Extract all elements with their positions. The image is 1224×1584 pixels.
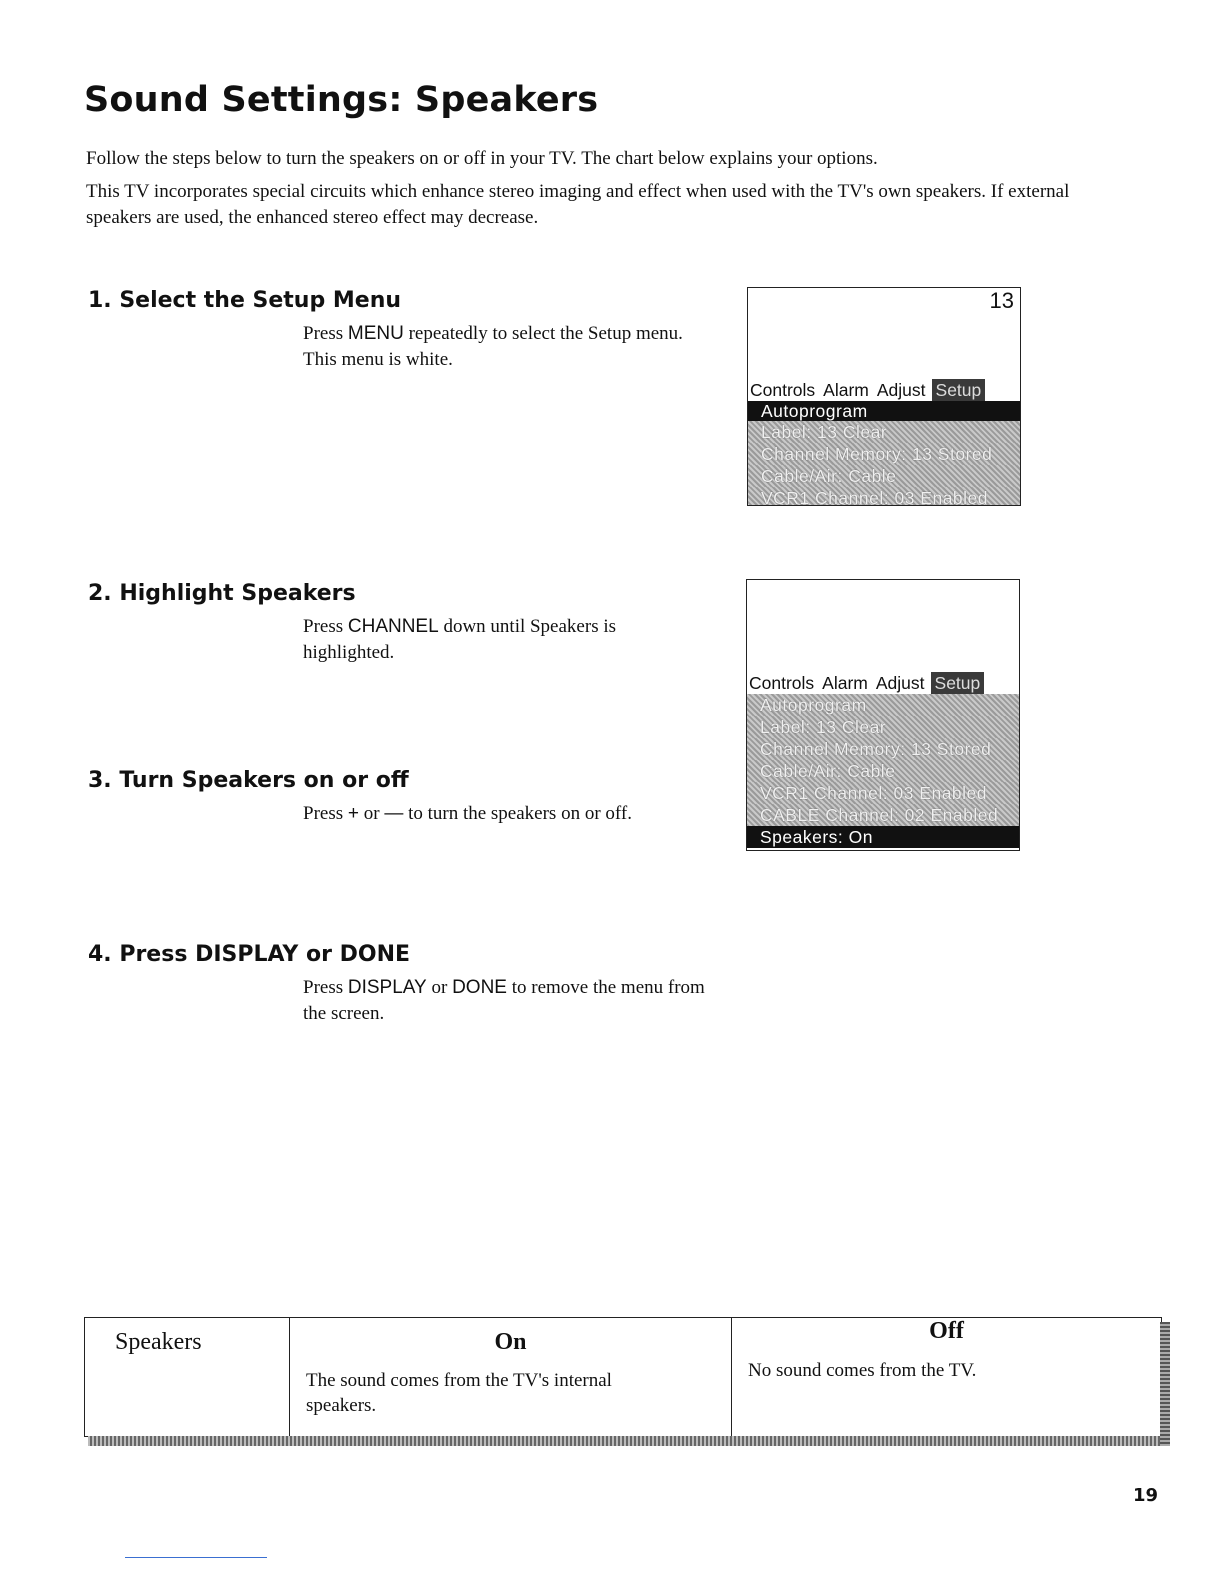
on-description: The sound comes from the TV's internal speakers. xyxy=(306,1370,612,1416)
menu-item-cable-channel: CABLE Channel: 02 Enabled xyxy=(747,804,1019,826)
menu-key-label: MENU xyxy=(347,323,404,344)
done-key-label: DONE xyxy=(452,977,507,998)
step-1-text-post: repeatedly to select the Setup menu. This menu is white. xyxy=(303,323,683,370)
tab-controls: Controls xyxy=(749,673,815,693)
setup-menu xyxy=(748,379,1020,506)
step-4-heading: 4. Press DISPLAY or DONE xyxy=(88,942,411,967)
minus-key-label: — xyxy=(384,803,404,824)
step-3-text-mid: or xyxy=(358,803,385,824)
tab-adjust: Adjust xyxy=(876,380,926,400)
tab-alarm: Alarm xyxy=(822,673,868,693)
column-header-off: Off xyxy=(929,1318,964,1344)
channel-number: 13 xyxy=(989,288,1014,313)
column-header-on: On xyxy=(494,1329,527,1355)
tab-setup: Setup xyxy=(931,672,985,694)
tab-setup: Setup xyxy=(932,379,986,401)
menu-item-vcr1-channel: VCR1 Channel: 03 Enabled xyxy=(747,782,1019,804)
step-3-body xyxy=(303,801,723,827)
menu-item-channel-memory: Channel Memory: 13 Stored xyxy=(748,443,1020,465)
tab-controls: Controls xyxy=(750,380,816,400)
table-off-cell xyxy=(732,1318,1161,1436)
step-2-body xyxy=(303,614,673,666)
tv-screen-speakers-menu xyxy=(746,579,1020,851)
tab-adjust: Adjust xyxy=(875,673,925,693)
menu-item-vcr1-channel: VCR1 Channel: 03 Enabled xyxy=(748,487,1020,506)
table-on-cell xyxy=(290,1318,732,1436)
menu-tabs xyxy=(747,672,1019,694)
step-4-text-pre: Press xyxy=(303,977,348,998)
plus-key-label: + xyxy=(347,803,359,824)
step-4-text-mid: or xyxy=(426,977,453,998)
speakers-options-table xyxy=(84,1317,1162,1437)
tv-screen-setup-menu xyxy=(747,287,1021,506)
menu-tabs xyxy=(748,379,1020,401)
display-key-label: DISPLAY xyxy=(347,977,427,998)
intro-paragraph-2: This TV incorporates special circuits which enhance stereo imaging and effect when used with the TV's own speakers. If external speakers are used, the enhanced stereo effect may decrease. xyxy=(86,181,1070,228)
page-number: 19 xyxy=(1133,1485,1159,1506)
step-3-text-pre: Press xyxy=(303,803,348,824)
step-3-heading: 3. Turn Speakers on or off xyxy=(88,768,409,793)
menu-item-cable-air: Cable/Air: Cable xyxy=(748,465,1020,487)
menu-item-autoprogram: Autoprogram xyxy=(747,694,1019,716)
menu-item-label: Label: 13 Clear xyxy=(747,716,1019,738)
footer-rule xyxy=(125,1557,267,1558)
row-label-speakers: Speakers xyxy=(115,1329,202,1355)
page-title: Sound Settings: Speakers xyxy=(84,80,599,120)
step-3-text-post: to turn the speakers on or off. xyxy=(403,803,632,824)
menu-item-label: Label: 13 Clear xyxy=(748,421,1020,443)
step-2-heading: 2. Highlight Speakers xyxy=(88,581,356,606)
off-description: No sound comes from the TV. xyxy=(748,1360,977,1381)
channel-key-label: CHANNEL xyxy=(347,616,439,637)
menu-item-cable-air: Cable/Air: Cable xyxy=(747,760,1019,782)
step-2-text-post: down until Speakers is highlighted. xyxy=(303,616,617,663)
step-1-text-pre: Press xyxy=(303,323,348,344)
tab-alarm: Alarm xyxy=(823,380,869,400)
table-row-label-cell xyxy=(85,1318,290,1436)
menu-item-channel-memory: Channel Memory: 13 Stored xyxy=(747,738,1019,760)
table-side-shadow xyxy=(1160,1322,1170,1446)
table-bottom-shadow xyxy=(88,1436,1170,1446)
step-2-text-pre: Press xyxy=(303,616,348,637)
setup-menu-speakers xyxy=(747,672,1019,848)
step-4-text-post: to remove the menu from the screen. xyxy=(303,977,705,1024)
menu-item-speakers: Speakers: On xyxy=(747,826,1019,848)
menu-item-autoprogram: Autoprogram xyxy=(748,401,1020,421)
intro-paragraph-1: Follow the steps below to turn the speakers on or off in your TV. The chart below explains your options. xyxy=(86,148,878,169)
step-4-body xyxy=(303,975,723,1027)
step-1-heading: 1. Select the Setup Menu xyxy=(88,288,402,313)
step-1-body xyxy=(303,321,683,373)
